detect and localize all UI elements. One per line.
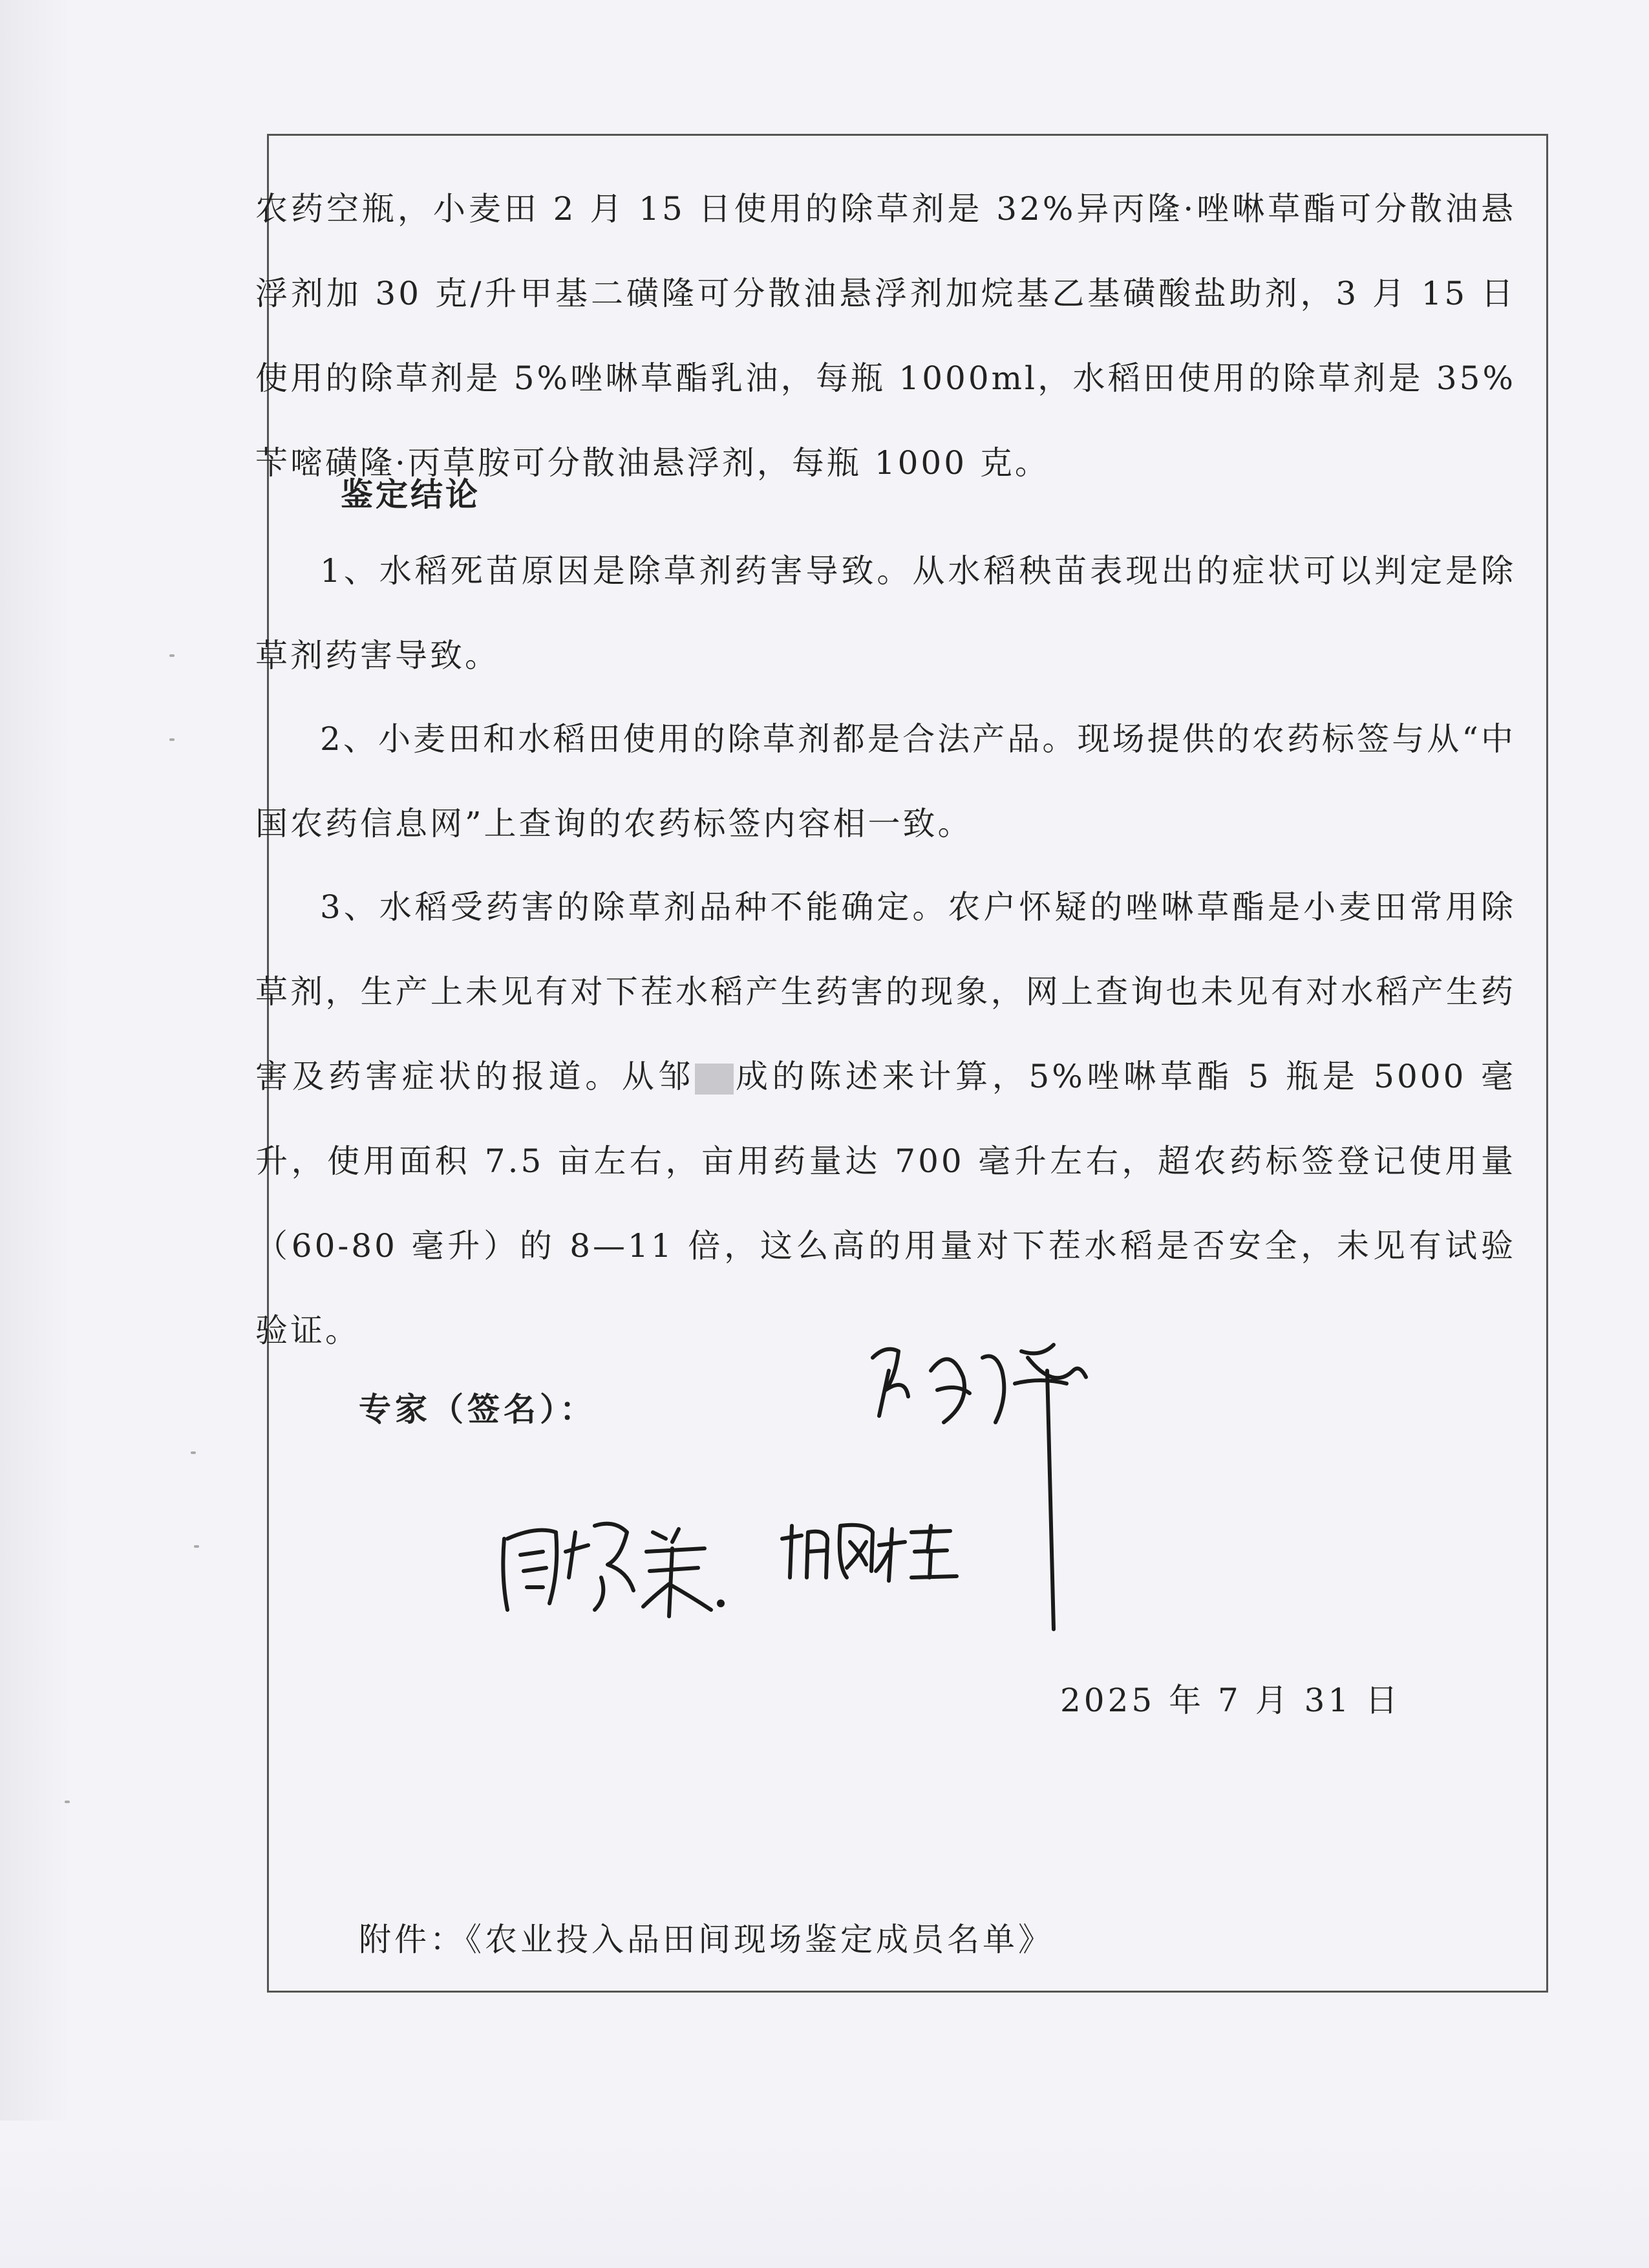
conclusion-item-2: 2、小麦田和水稻田使用的除草剂都是合法产品。现场提供的农药标签与从“中国农药信息网”上查询的农药标签内容相一致。	[255, 720, 1516, 842]
signature-expert-2	[498, 1506, 730, 1623]
redaction-box	[695, 1064, 734, 1095]
conclusion-item-1: 1、水稻死苗原因是除草剂药害导致。从水稻秧苗表现出的症状可以判定是除草剂药害导致。	[255, 552, 1516, 674]
conclusion-2-block	[255, 697, 1516, 866]
scan-speck	[65, 1801, 70, 1803]
attachment-note: 附件：《农业投入品田间现场鉴定成员名单》	[359, 1921, 1054, 1958]
scan-speck	[169, 654, 175, 657]
scan-speck	[169, 738, 175, 741]
conclusion-3-text-a: 3、水稻受药害的除草剂品种不能确定。农户怀疑的唑啉草酯是小麦田常用除草剂，生产上未见有对下茬水稻产生药害的现象，网上查询也未见有对水稻产生药害及药害症状的报道。从邹	[255, 888, 1516, 1095]
conclusion-3-block	[255, 865, 1516, 1373]
signature-expert-3	[776, 1513, 970, 1590]
conclusion-heading: 鉴定结论	[341, 476, 480, 513]
document-date: 2025 年 7 月 31 日	[1060, 1682, 1401, 1719]
conclusion-3-text-b: 成的陈述来计算，5%唑啉草酯 5 瓶是 5000 毫升，使用面积 7.5 亩左右，亩用药量达 700 毫升左右，超农药标签登记使用量（60-80 毫升）的 8—11 倍，这么高的用量对下茬水稻是否安全，未见有试验验证。	[255, 1058, 1516, 1349]
scan-speck	[194, 1545, 199, 1548]
scan-edge-shadow	[0, 0, 71, 2268]
conclusion-item-3	[255, 865, 1516, 1373]
conclusion-1-block	[255, 529, 1516, 698]
intro-paragraph: 农药空瓶，小麦田 2 月 15 日使用的除草剂是 32%异丙隆·唑啉草酯可分散油悬浮剂加 30 克/升甲基二磺隆可分散油悬浮剂加烷基乙基磺酸盐助剂，3 月 15 日使用的除草剂是 5%唑啉草酯乳油，每瓶 1000ml，水稻田使用的除草剂是 35%苄嘧磺隆·丙草胺可分散油悬浮剂，每瓶 1000 克。	[255, 190, 1516, 482]
scan-speck	[191, 1451, 196, 1454]
intro-paragraph-block	[255, 167, 1516, 506]
scan-bottom-shade	[0, 2121, 1649, 2268]
expert-signature-label: 专家（签名）：	[359, 1391, 596, 1428]
